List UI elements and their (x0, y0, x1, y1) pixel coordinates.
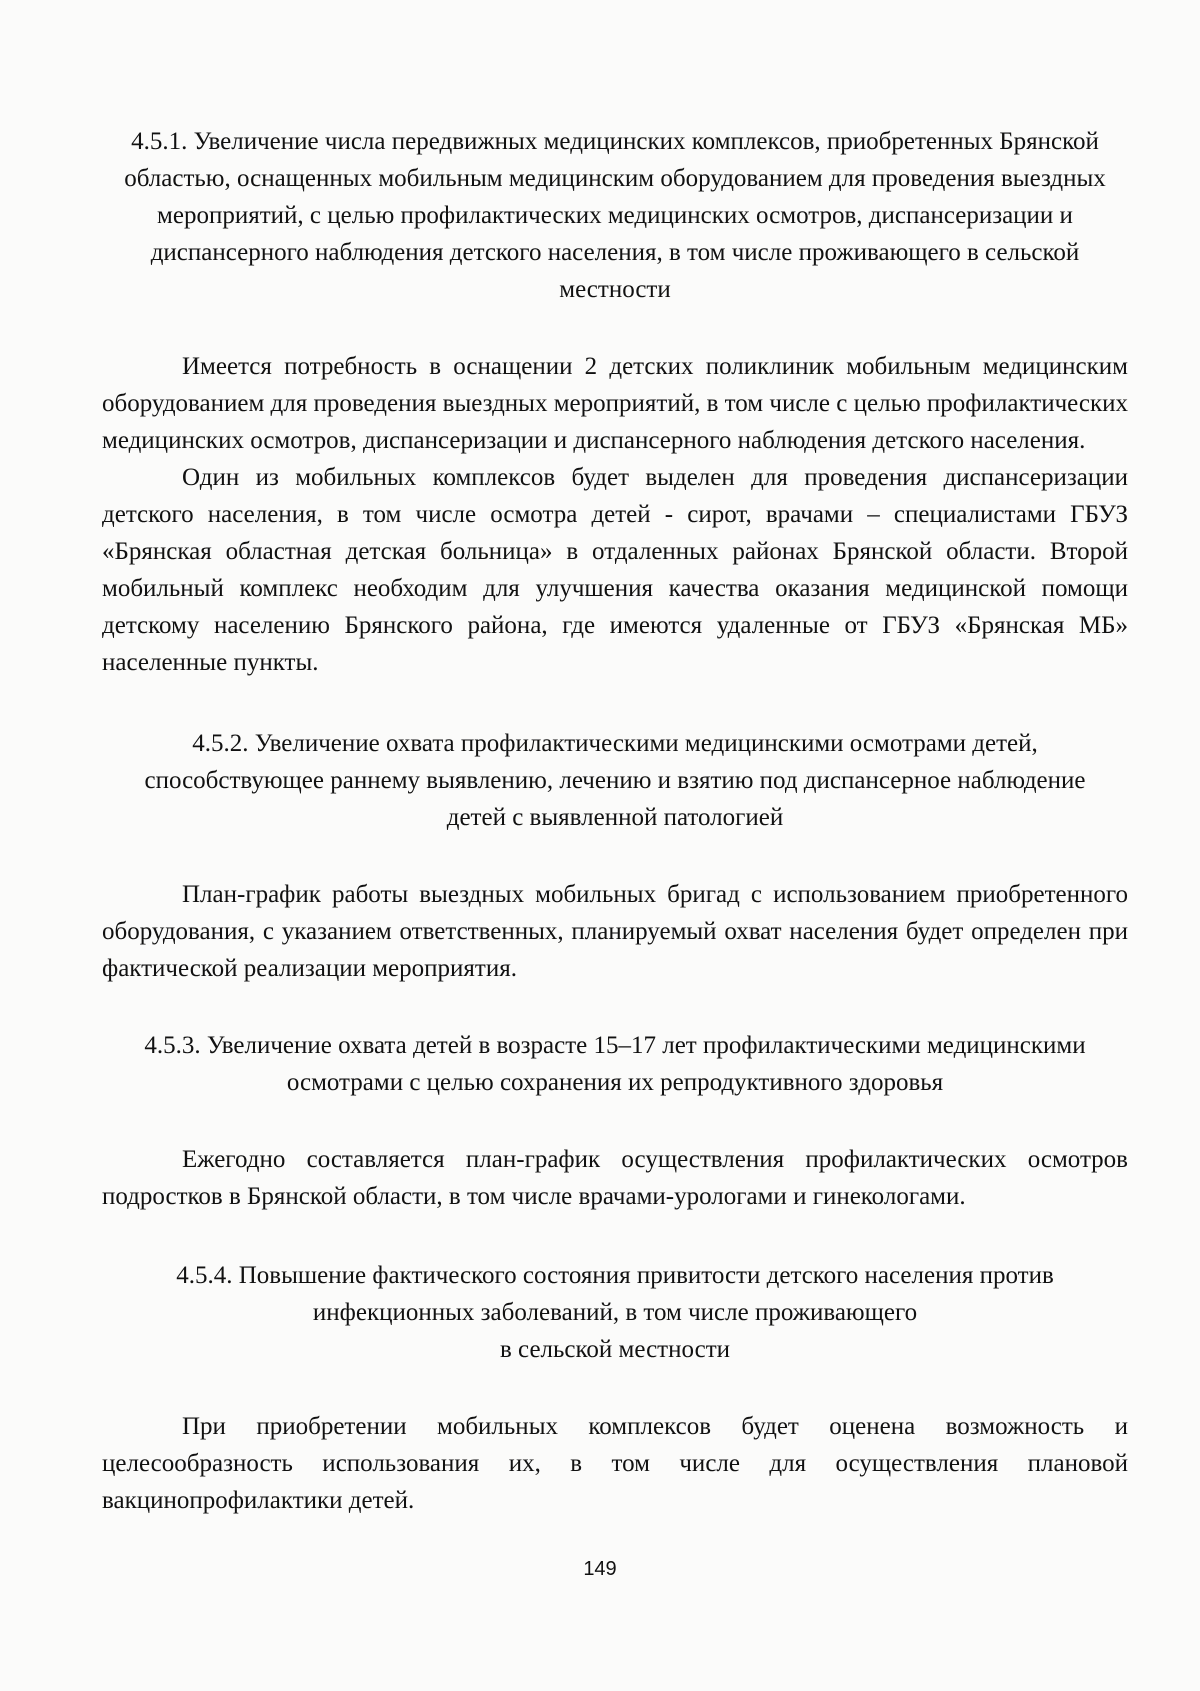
section-4-5-1-paragraph-1: Имеется потребность в оснащении 2 детских поликлиник мобильным медицинским оборудованием для проведения выездных мероприятий, в том числе с целью профилактических медицинских осмотров, диспансеризации и диспансерного наблюдения детского населения. (102, 353, 1128, 454)
section-4-5-2-paragraph: План-график работы выездных мобильных бригад с использованием приобретенного оборудования, с указанием ответственных, планируемый охват населения будет определен при фактической реализации мероприятия. (102, 881, 1128, 982)
section-heading-4-5-2: 4.5.2. Увеличение охвата профилактическими медицинскими осмотрами детей, способствующее раннему выявлению, лечению и взятию под диспансерное наблюдение детей с выявленной патологией (144, 730, 1086, 831)
section-4-5-4-paragraph: При приобретении мобильных комплексов будет оценена возможность и целесообразность использования их, в том числе для осуществления плановой вакцинопрофилактики детей. (102, 1413, 1128, 1514)
section-heading-4-5-1: 4.5.1. Увеличение числа передвижных медицинских комплексов, приобретенных Брянской областью, оснащенных мобильным медицинским оборудованием для проведения выездных мероприятий, с целью профилактических медицинских осмотров, диспансеризации и диспансерного наблюдения детского населения, в том числе проживающего в сельской местности (124, 128, 1106, 303)
page-number: 149 (583, 1558, 617, 1580)
section-4-5-3-paragraph: Ежегодно составляется план-график осуществления профилактических осмотров подростков в Брянской области, в том числе врачами-урологами и гинекологами. (102, 1146, 1128, 1210)
section-4-5-1-paragraph-2: Один из мобильных комплексов будет выделен для проведения диспансеризации детского населения, в том числе осмотра детей - сирот, врачами – специалистами ГБУЗ «Брянская областная детская больница» в отдаленных районах Брянской области. Второй мобильный комплекс необходим для улучшения качества оказания медицинской помощи детскому населению Брянского района, где имеются удаленные от ГБУЗ «Брянская МБ» населенные пункты. (102, 464, 1128, 676)
section-heading-4-5-4 (102, 1257, 1128, 1368)
section-heading-4-5-4-line-1: 4.5.4. Повышение фактического состояния привитости детского населения против инфекционных заболеваний, в том числе проживающего (176, 1262, 1054, 1326)
page-content (102, 123, 1128, 1519)
section-heading-4-5-3: 4.5.3. Увеличение охвата детей в возрасте 15–17 лет профилактическими медицинскими осмотрами с целью сохранения их репродуктивного здоровья (144, 1032, 1086, 1096)
section-heading-4-5-4-line-2: в сельской местности (500, 1336, 730, 1363)
